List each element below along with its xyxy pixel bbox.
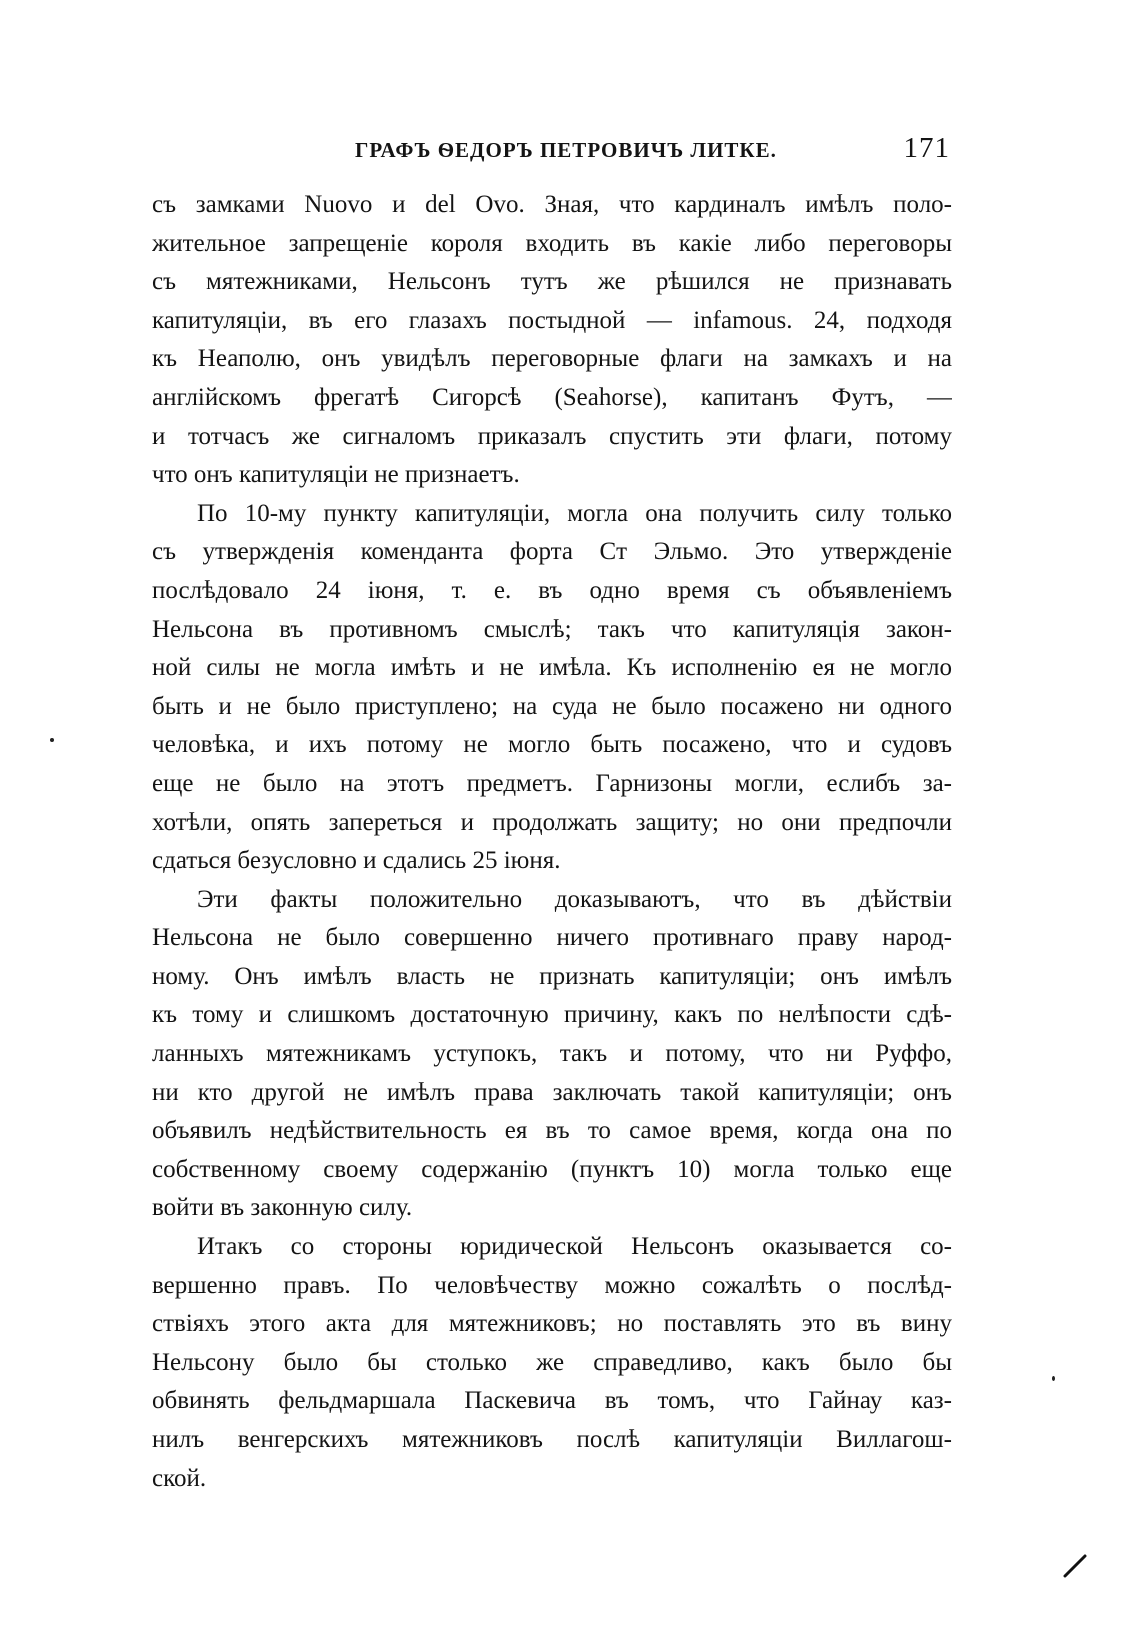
text-line: Нельсона не было совершенно ничего противнаго праву народ- (152, 924, 952, 952)
text-line: сдаться безусловно и сдались 25 іюня. (152, 847, 561, 875)
running-title: ГРАФЪ ѲЕДОРЪ ПЕТРОВИЧЪ ЛИТКЕ. (355, 138, 777, 162)
text-line: обвинять фельдмаршала Паскевича въ томъ, что Гайнау каз- (152, 1387, 952, 1415)
text-line: послѣдовало 24 іюня, т. е. въ одно время съ объявленіемъ (152, 576, 952, 604)
text-line: собственному своему содержанію (пунктъ 10) могла только еще (152, 1155, 952, 1183)
scan-speck (1052, 1376, 1055, 1381)
text-line: войти въ законную силу. (152, 1194, 413, 1222)
text-line: Итакъ со стороны юридической Нельсонъ оказывается со- (197, 1233, 952, 1261)
paragraph-2 (152, 495, 952, 881)
text-line: объявилъ недѣйствительность ея въ то самое время, когда она по (152, 1117, 952, 1145)
text-line: человѣка, и ихъ потому не могло быть посажено, что и судовъ (152, 731, 952, 759)
text-line: быть и не было приступлено; на суда не было посажено ни одного (152, 692, 952, 720)
text-line: По 10-му пункту капитуляціи, могла она получить силу только (197, 499, 952, 527)
text-line: ной силы не могла имѣть и не имѣла. Къ исполненію ея не могло (152, 654, 952, 682)
text-line: Нельсону было бы столько же справедливо, какъ было бы (152, 1348, 952, 1376)
scan-speck (50, 738, 54, 742)
body-text (152, 186, 952, 1498)
paragraph-4 (152, 1228, 952, 1498)
text-line: и тотчасъ же сигналомъ приказалъ спустить эти флаги, потому (152, 422, 952, 450)
text-line: англійскомъ фрегатѣ Сигорсѣ (Seahorse), капитанъ Футъ, — (152, 383, 952, 411)
paragraph-1 (152, 186, 952, 495)
text-line: ланныхъ мятежникамъ уступокъ, такъ и потому, что ни Руффо, (152, 1040, 952, 1068)
text-line: ствіяхъ этого акта для мятежниковъ; но поставлять это въ вину (152, 1310, 952, 1338)
text-line: Нельсона въ противномъ смыслѣ; такъ что капитуляція закон- (152, 615, 952, 643)
text-line: Эти факты положительно доказываютъ, что въ дѣйствіи (197, 885, 952, 913)
text-line: къ Неаполю, онъ увидѣлъ переговорные флаги на замкахъ и на (152, 345, 952, 373)
paragraph-3 (152, 881, 952, 1228)
text-line: къ тому и слишкомъ достаточную причину, какъ по нелѣпости сдѣ- (152, 1001, 952, 1029)
text-line: хотѣли, опять запереться и продолжать защиту; но они предпочли (152, 808, 952, 836)
text-line: съ мятежниками, Нельсонъ тутъ же рѣшился не признавать (152, 268, 952, 296)
text-line: капитуляціи, въ его глазахъ постыдной — infamous. 24, подходя (152, 306, 952, 334)
text-line: ни кто другой не имѣлъ права заключать такой капитуляціи; онъ (152, 1078, 952, 1106)
text-line: еще не было на этотъ предметъ. Гарнизоны могли, еслибъ за- (152, 769, 952, 797)
pen-mark-icon (1063, 1554, 1087, 1578)
text-line: что онъ капитуляціи не признаетъ. (152, 461, 520, 489)
text-line: съ утвержденія коменданта форта Cт Эльмо. Это утвержденіе (152, 538, 952, 566)
text-line: нилъ венгерскихъ мятежниковъ послѣ капитуляціи Виллагош- (152, 1426, 952, 1453)
text-line: ской. (152, 1464, 207, 1492)
text-line: ному. Онъ имѣлъ власть не признать капитуляціи; онъ имѣлъ (152, 962, 952, 990)
running-header (150, 132, 950, 172)
text-line: жительное запрещеніе короля входить въ какіе либо переговоры (152, 229, 952, 257)
page-number: 171 (903, 132, 950, 164)
text-line: съ замками Nuovo и del Ovo. Зная, что кардиналъ имѣлъ поло- (152, 191, 952, 218)
text-line: вершенно правъ. По человѣчеству можно сожалѣть о послѣд- (152, 1271, 952, 1299)
